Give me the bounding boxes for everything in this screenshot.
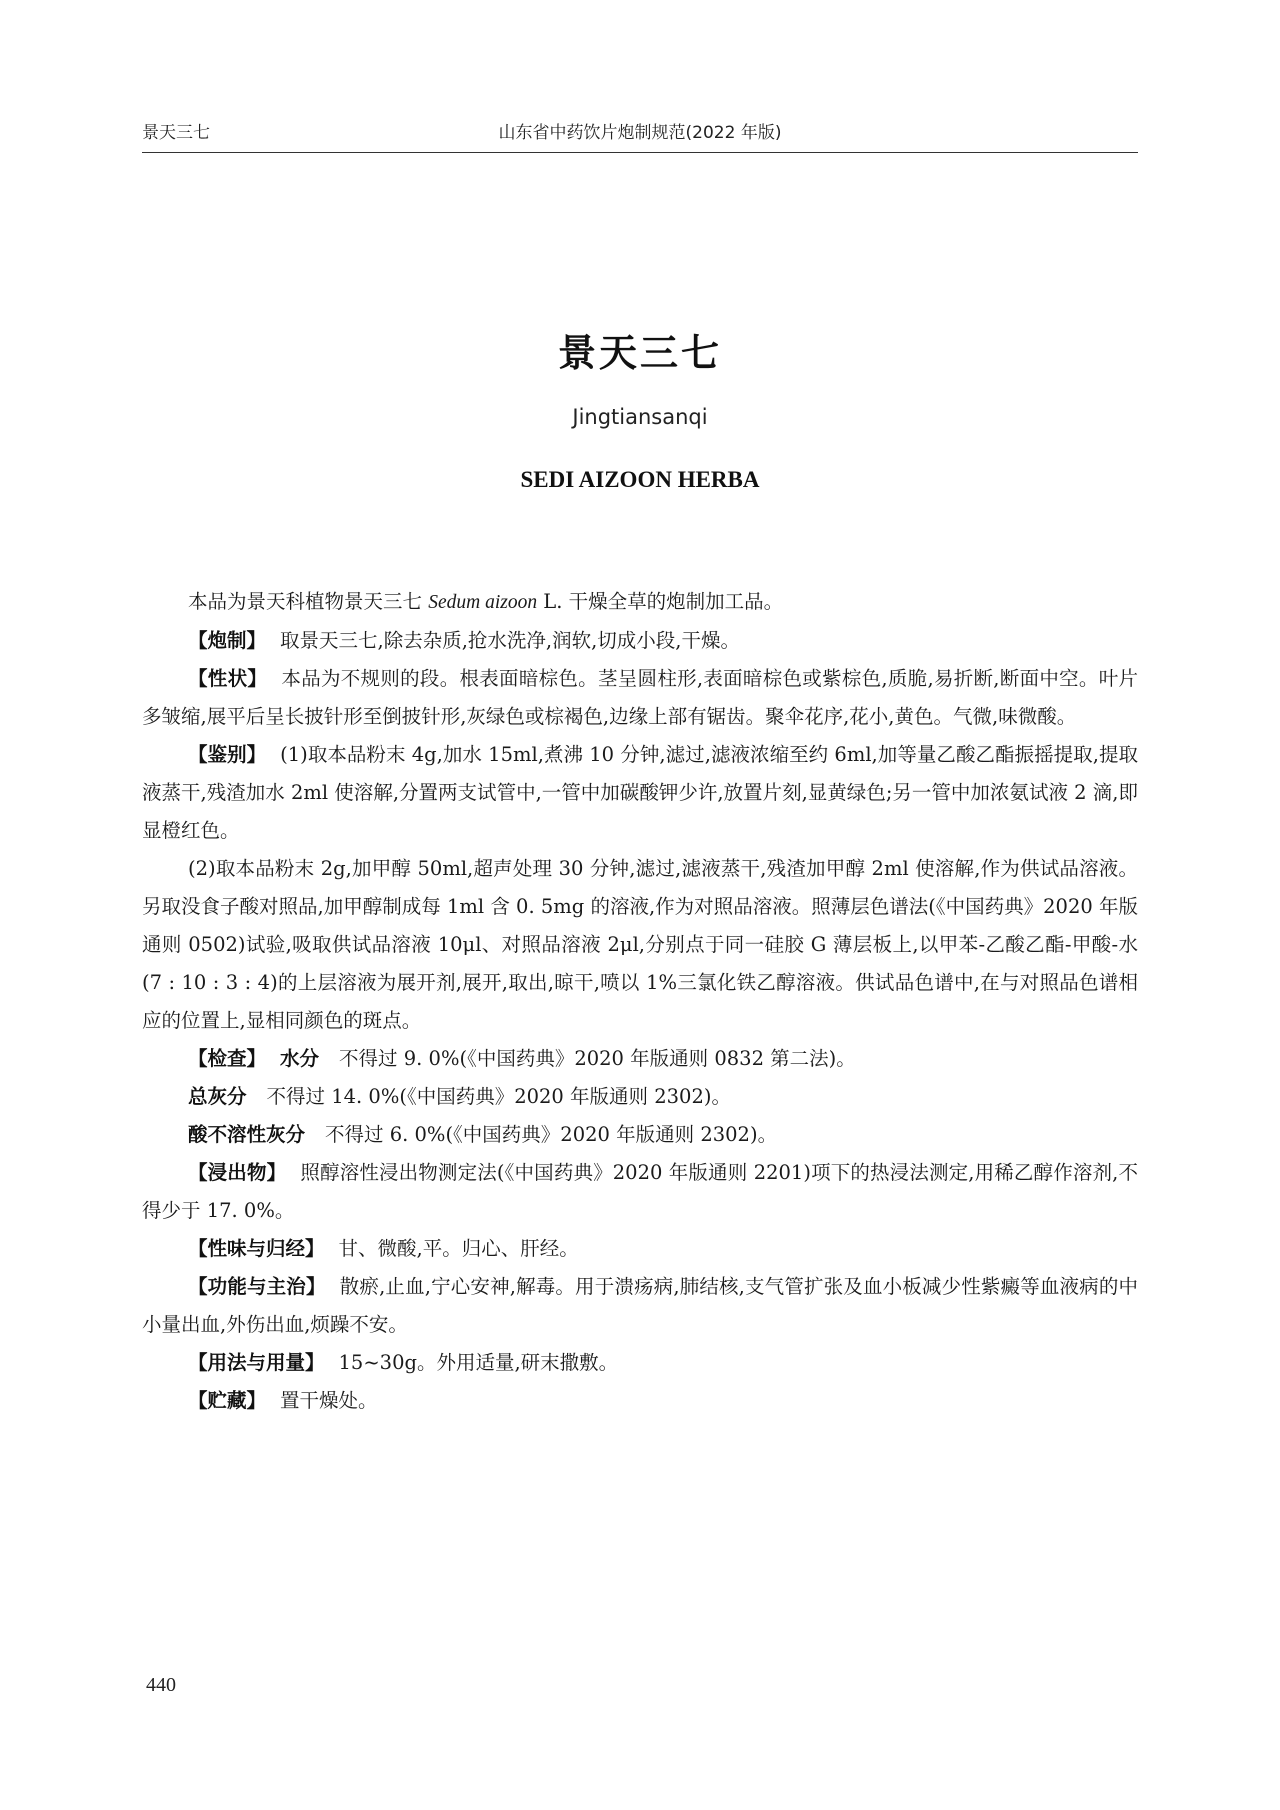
- section-jinchuwu: 【浸出物】 照醇溶性浸出物测定法(《中国药典》2020 年版通则 2201)项下的热浸法测定,用稀乙醇作溶剂,不得少于 17. 0%。: [142, 1161, 1138, 1222]
- monograph-title: 景天三七: [557, 331, 722, 375]
- section-label: 【功能与主治】: [188, 1275, 326, 1298]
- page-number: 440: [146, 1674, 176, 1696]
- intro-paragraph: 本品为景天科植物景天三七 Sedum aizoon L. 干燥全草的炮制加工品。: [188, 590, 784, 613]
- section-paozhi: 【炮制】 取景天三七,除去杂质,抢水洗净,润软,切成小段,干燥。: [188, 629, 741, 652]
- section-gongneng: 【功能与主治】 散瘀,止血,宁心安神,解毒。用于溃疡病,肺结核,支气管扩张及血小板减少性紫癜等血液病的中小量出血,外伤出血,烦躁不安。: [142, 1275, 1138, 1336]
- check-term: 总灰分: [188, 1085, 247, 1108]
- section-jianbie-2: (2)取本品粉末 2g,加甲醇 50ml,超声处理 30 分钟,滤过,滤液蒸干,残渣加甲醇 2ml 使溶解,作为供试品溶液。另取没食子酸对照品,加甲醇制成每 1ml 含 0. 5mg 的溶液,作为对照品溶液。照薄层色谱法(《中国药典》2020 年版通则 0502)试验,吸取供试品溶液 10μl、对照品溶液 2μl,分别点于同一硅胶 G 薄层板上,以甲苯-乙酸乙酯-甲酸-水(7 : 10 : 3 : 4)的上层溶液为展开剂,展开,取出,晾干,喷以 1%三氯化铁乙醇溶液。供试品色谱中,在与对照品色谱相应的位置上,显相同颜色的斑点。: [142, 857, 1138, 1032]
- pinyin-name: Jingtiansanqi: [572, 405, 708, 429]
- section-label: 【贮藏】: [188, 1389, 267, 1412]
- section-xingzhuang: 【性状】 本品为不规则的段。根表面暗棕色。茎呈圆柱形,表面暗棕色或紫棕色,质脆,易折断,断面中空。叶片多皱缩,展平后呈长披针形至倒披针形,灰绿色或棕褐色,边缘上部有锯齿。聚伞花序,花小,黄色。气微,味微酸。: [142, 667, 1138, 728]
- section-label: 【炮制】: [188, 629, 267, 652]
- check-acid-insoluble-ash: 酸不溶性灰分 不得过 6. 0%(《中国药典》2020 年版通则 2302)。: [188, 1123, 778, 1146]
- section-xingwei: 【性味与归经】 甘、微酸,平。归心、肝经。: [188, 1237, 579, 1260]
- monograph-body: [142, 583, 1138, 1420]
- section-jianbie-1: 【鉴别】 (1)取本品粉末 4g,加水 15ml,煮沸 10 分钟,滤过,滤液浓缩至约 6ml,加等量乙酸乙酯振摇提取,提取液蒸干,残渣加水 2ml 使溶解,分置两支试管中,一管中加碳酸钾少许,放置片刻,显黄绿色;另一管中加浓氨试液 2 滴,即显橙红色。: [142, 743, 1138, 842]
- section-zhucang: 【贮藏】 置干燥处。: [188, 1389, 378, 1412]
- section-jiancha: 【检查】 水分 不得过 9. 0%(《中国药典》2020 年版通则 0832 第二法)。: [188, 1047, 856, 1070]
- running-header-left: 景天三七: [142, 123, 210, 143]
- section-label: 【浸出物】: [188, 1161, 287, 1184]
- section-label: 【用法与用量】: [188, 1351, 325, 1374]
- running-header: [142, 118, 1138, 153]
- section-label: 【性状】: [188, 667, 268, 690]
- section-label: 【鉴别】: [188, 743, 267, 766]
- running-header-title: 山东省中药饮片炮制规范(2022 年版): [498, 123, 782, 143]
- check-total-ash: 总灰分 不得过 14. 0%(《中国药典》2020 年版通则 2302)。: [188, 1085, 731, 1108]
- species-name: Sedum aizoon: [428, 592, 538, 613]
- section-yongfa: 【用法与用量】 15~30g。外用适量,研末撒敷。: [188, 1351, 619, 1374]
- check-term: 水分: [280, 1047, 320, 1070]
- check-term: 酸不溶性灰分: [188, 1123, 306, 1146]
- latin-name: SEDI AIZOON HERBA: [520, 467, 760, 492]
- section-label: 【检查】: [188, 1047, 267, 1070]
- section-label: 【性味与归经】: [188, 1237, 325, 1260]
